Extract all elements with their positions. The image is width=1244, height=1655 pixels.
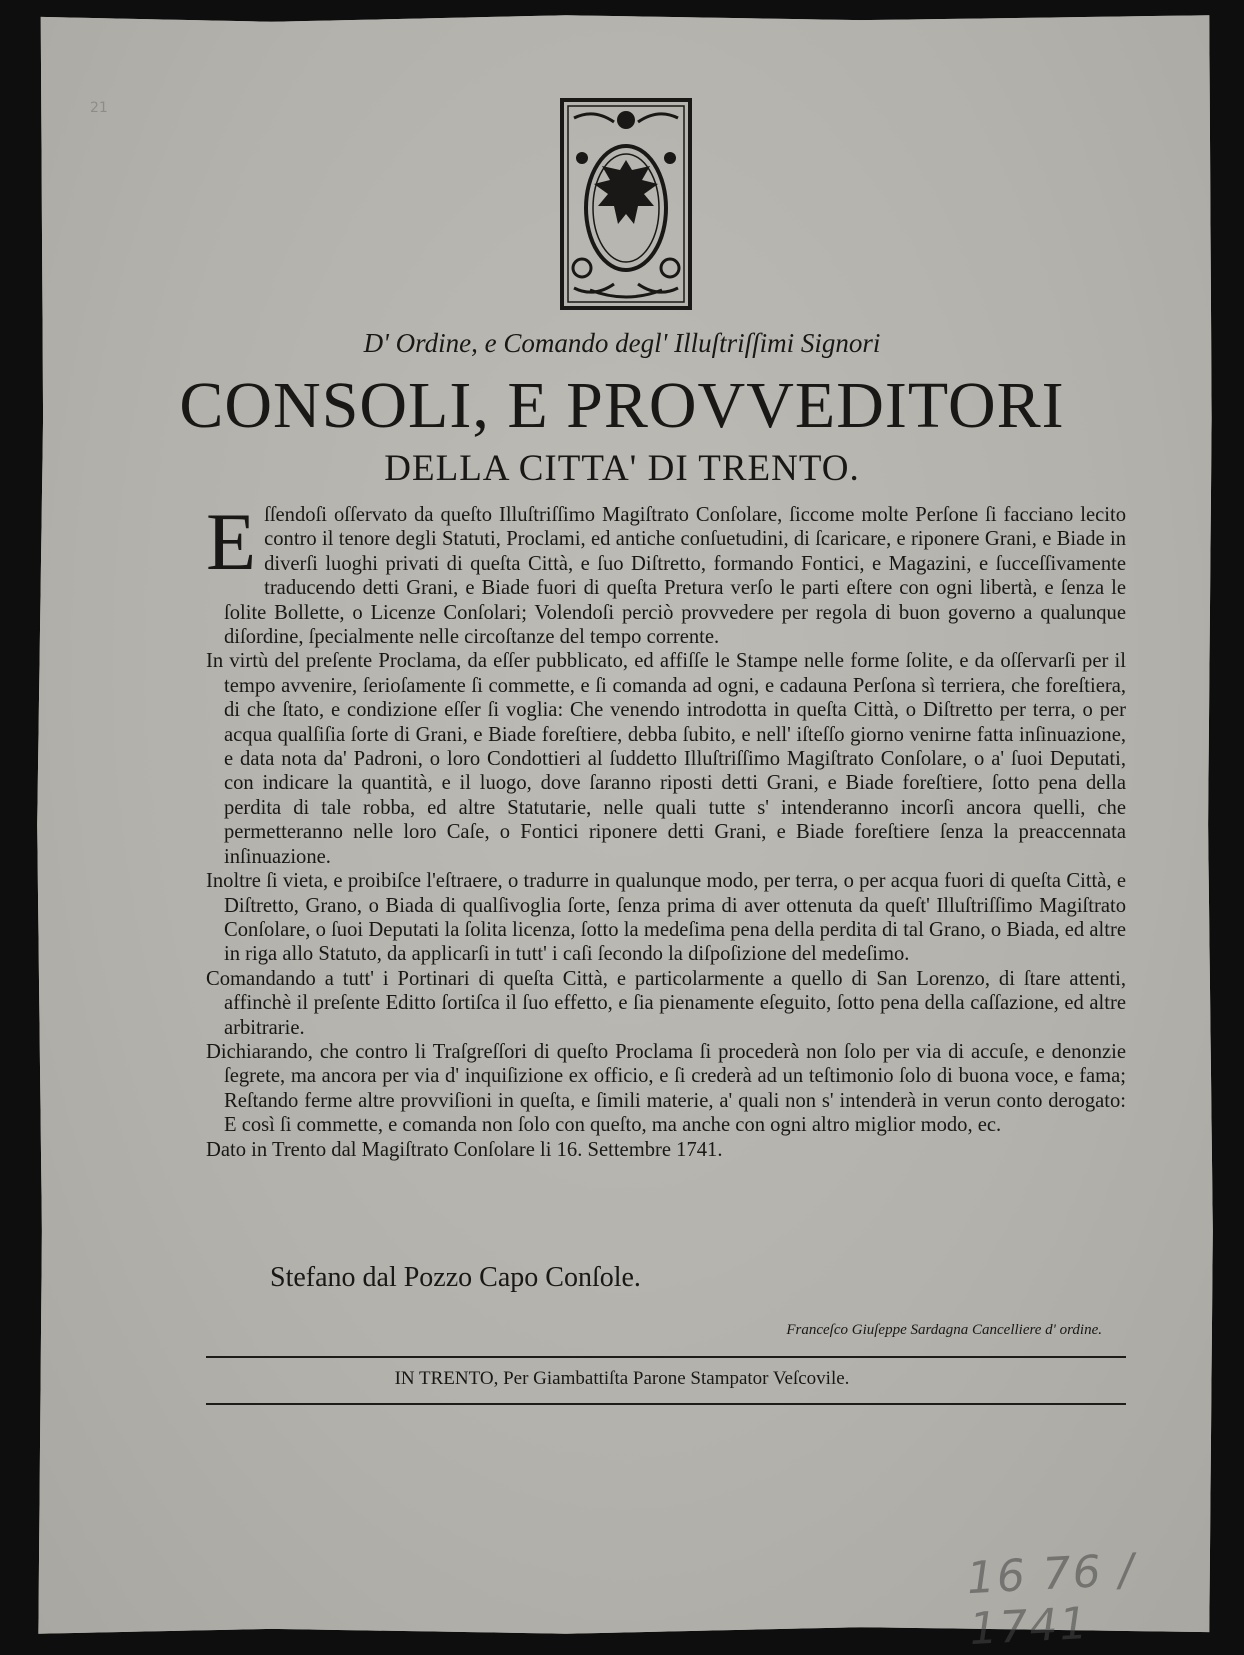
printer-imprint: IN TRENTO, Per Giambattiſta Parone Stampator Veſcovile. xyxy=(394,1368,850,1389)
divider-top xyxy=(206,1356,1126,1358)
paragraph-2: In virtù del preſente Proclama, da eſſer pubblicato, ed affiſſe le Stampe nelle forme ſolite, e da oſſervarſi per il tempo avvenire, ſerioſamente ſi commette, e ſi comanda ad ogni, e cadauna Perſona sì terriera, che foreſtiera, di che ſtato, e condizione eſſer ſi voglia: Che venendo introdotta in queſta Città, o Diſtretto per terra, o per acqua qualſiſia ſorte di Grani, e Biade foreſtiere, debba ſubito, e nell' iſteſſo giorno venirne fatta inſinuazione, e data nota da' Padroni, o loro Condottieri al ſuddetto Illuſtriſſimo Magiſtrato Conſolare, o a' ſuoi Deputati, con indicare la quantità, e il luogo, dove ſaranno riposti detti Grani, e Biade foreſtiere, ſotto pena della perdita di tale robba, ed altre Statutarie, nelle quali tutte s' intenderanno incorſi ancora quelli, che permetteranno nelle loro Caſe, o Fontici riponere detti Grani, e Biade foreſtiere ſenza la preaccennata inſinuazione. xyxy=(206,650,1126,868)
trento-eagle-emblem-icon xyxy=(560,98,692,310)
paragraph-3: Inoltre ſi vieta, e proibiſce l'eſtraere, o tradurre in qualunque modo, per terra, o per acqua fuori di queſta Città, e Diſtretto, Grano, o Biada di qualſivoglia ſorte, ſenza prima di aver ottenuta da queſt' Illuſtriſſimo Magiſtrato Conſolare, o ſuoi Deputati la ſolita licenza, ſotto la medeſima pena della perdita di tal Grano, o Biada, ed altre in riga allo Statuto, da applicarſi in tutt' i caſi ſecondo la diſpoſizione del medeſimo. xyxy=(206,870,1126,966)
page-subtitle: DELLA CITTA' DI TRENTO. xyxy=(384,448,860,489)
chancellor-line: Franceſco Giuſeppe Sardagna Cancelliere d' ordine. xyxy=(786,1322,1102,1338)
paragraph-4: Comandando a tutt' i Portinari di queſta Città, e particolarmente a quello di San Lorenzo, di ſtare attenti, affinchè il preſente Editto ſortiſca il ſuo effetto, e ſia pienamente eſeguito, ſotto pena della caſſazione, ed altre arbitrarie. xyxy=(206,967,1126,1039)
paragraph-1 xyxy=(206,496,1126,649)
header-line: D' Ordine, e Comando degl' Illuſtriſſimi Signori xyxy=(363,328,881,358)
page-title: CONSOLI, E PROVVEDITORI xyxy=(179,369,1065,442)
signature: Stefano dal Pozzo Capo Conſole. xyxy=(270,1262,641,1293)
paragraph-5: Dichiarando, che contro li Traſgreſſori di queſto Proclama ſi procederà non ſolo per via di accuſe, e denonzie ſegrete, ma ancora per via d' inquiſizione ex officio, e ſi crederà ad un teſtimonio ſolo di buona voce, e fama; Reſtando ferme altre provviſioni in queſta, e ſimili materie, a' quali non s' intenderà in verun conto derogato: E così ſi commette, e comanda non ſolo con queſto, ma anche con ogni altro miglior modo, ec. xyxy=(206,1040,1126,1137)
proclamation-body xyxy=(206,496,1126,1162)
drop-cap: E xyxy=(206,496,257,587)
paragraph-6: Dato in Trento dal Magiſtrato Conſolare li 16. Settembre 1741. xyxy=(206,1138,723,1161)
paragraph-1-text: ſſendoſi oſſervato da queſto Illuſtriſſimo Magiſtrato Conſolare, ſiccome molte Perſone ſi facciano lecito contro il tenore degli Statuti, Proclami, ed antiche conſuetudini, di ſcaricare, e riponere Grani, e Biade in diverſi luoghi privati di queſta Città, e ſuo Diſtretto, formando Fontici, e Magazini, e ſucceſſivamente traducendo detti Grani, e Biade fuori di queſta Pretura verſo le parti eſtere con ogni libertà, e ſenza le ſolite Bollette, o Licenze Conſolari; Volendoſi perciò provvedere per regola di buon governo a qualunque diſordine, ſpecialmente nelle circoſtanze del tempo corrente. xyxy=(224,504,1126,649)
divider-bottom xyxy=(206,1403,1126,1405)
archival-pencil-note: 16 76 / 1741 xyxy=(965,1544,1137,1655)
corner-mark: 21 xyxy=(90,100,108,116)
